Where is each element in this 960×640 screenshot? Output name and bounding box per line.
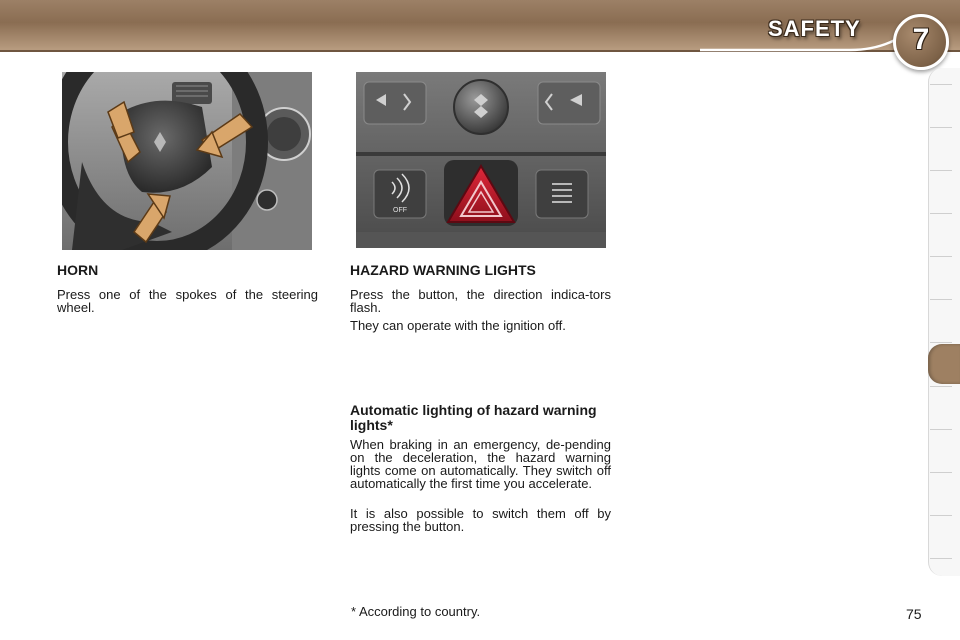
hazard-ignition-note: They can operate with the ignition off. [350, 318, 566, 333]
tab-divider [930, 127, 952, 128]
tab-divider [930, 256, 952, 257]
chapter-number: 7 [912, 23, 930, 56]
tab-divider [930, 558, 952, 559]
tab-divider [930, 515, 952, 516]
tab-divider [930, 213, 952, 214]
tab-divider [930, 84, 952, 85]
steering-wheel-icon [62, 72, 312, 250]
page-number: 75 [906, 606, 922, 622]
tab-divider [930, 299, 952, 300]
tab-divider [930, 170, 952, 171]
svg-text:OFF: OFF [393, 207, 407, 214]
tab-divider [930, 429, 952, 430]
auto-hazard-heading: Automatic lighting of hazard warning lights* [350, 402, 597, 433]
footnote: * According to country. [351, 604, 481, 619]
hazard-heading: HAZARD WARNING LIGHTS [350, 262, 536, 278]
chapter-tab-rail [928, 68, 960, 576]
horn-description: Press one of the spokes of the steering wheel. [57, 287, 318, 315]
hazard-button-photo [356, 72, 606, 248]
hazard-description: Press the button, the direction indica-tors flash. [350, 287, 611, 315]
chapter-badge [893, 14, 949, 70]
hazard-switch-panel-icon [356, 72, 606, 248]
tab-divider [930, 472, 952, 473]
tab-divider [930, 386, 952, 387]
tab-divider [930, 342, 952, 343]
steering-wheel-photo [62, 72, 312, 250]
auto-hazard-description: When braking in an emergency, de-pending on the deceleration, the hazard warning lights come on automatically. They switch off automatically the first time you accelerate. [350, 437, 611, 491]
horn-heading: HORN [57, 262, 99, 278]
auto-hazard-switch-off-note: It is also possible to switch them off by pressing the button. [350, 506, 611, 534]
chapter-header [0, 0, 960, 52]
active-chapter-tab[interactable] [928, 344, 960, 384]
section-title: SAFETY [768, 16, 861, 41]
